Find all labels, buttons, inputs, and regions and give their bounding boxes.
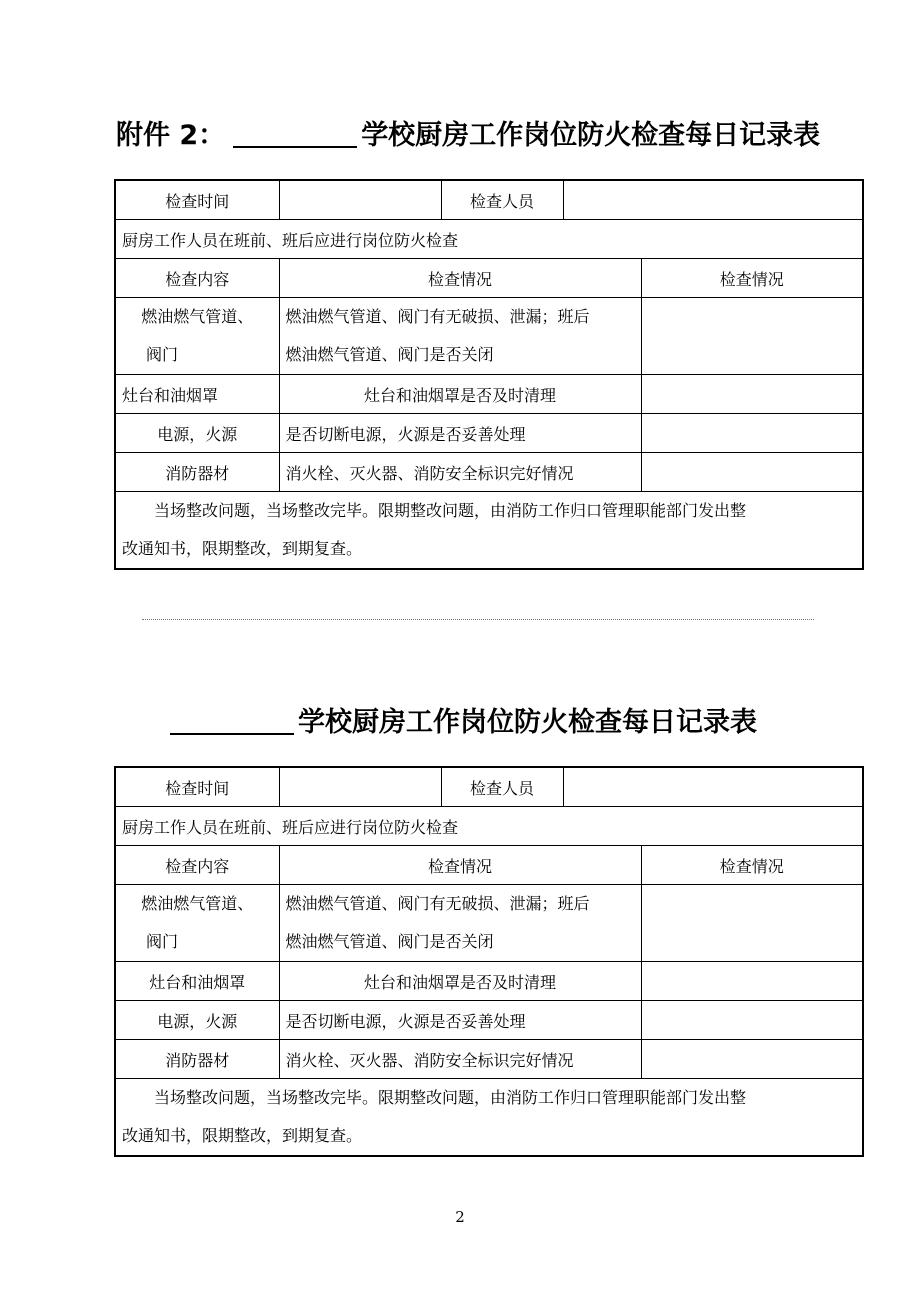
item-stove: 灶台和油烟罩 <box>115 375 279 414</box>
check-time-field[interactable] <box>279 180 441 220</box>
check-time-label: 检查时间 <box>115 767 279 807</box>
desc-stove: 灶台和油烟罩是否及时清理 <box>279 962 641 1001</box>
desc-stove: 灶台和油烟罩是否及时清理 <box>279 375 641 414</box>
result-field[interactable] <box>641 885 863 962</box>
inspection-table-2 <box>114 766 864 1157</box>
desc-fire-equipment: 消火栓、灭火器、消防安全标识完好情况 <box>279 1040 641 1079</box>
item-fire-equipment: 消防器材 <box>115 453 279 492</box>
form1-title <box>116 116 856 156</box>
inspector-field[interactable] <box>563 767 863 807</box>
inspector-label: 检查人员 <box>441 180 563 220</box>
header-result: 检查情况 <box>641 259 863 298</box>
header-content: 检查内容 <box>115 259 279 298</box>
desc-fire-equipment: 消火栓、灭火器、消防安全标识完好情况 <box>279 453 641 492</box>
inspector-field[interactable] <box>563 180 863 220</box>
item-fire-equipment: 消防器材 <box>115 1040 279 1079</box>
school-name-blank[interactable] <box>170 703 294 735</box>
check-time-label: 检查时间 <box>115 180 279 220</box>
title-prefix: 附件 2： <box>116 120 226 151</box>
instruction-text: 厨房工作人员在班前、班后应进行岗位防火检查 <box>115 220 863 259</box>
check-time-field[interactable] <box>279 767 441 807</box>
item-fuel-pipes: 燃油燃气管道、 阀门 <box>115 298 279 375</box>
header-result: 检查情况 <box>641 846 863 885</box>
form2-title <box>170 703 810 743</box>
page-number: 2 <box>455 1208 465 1226</box>
result-field[interactable] <box>641 375 863 414</box>
item-stove: 灶台和油烟罩 <box>115 962 279 1001</box>
result-field[interactable] <box>641 414 863 453</box>
result-field[interactable] <box>641 962 863 1001</box>
header-situation: 检查情况 <box>279 259 641 298</box>
instruction-text: 厨房工作人员在班前、班后应进行岗位防火检查 <box>115 807 863 846</box>
result-field[interactable] <box>641 1001 863 1040</box>
desc-fuel-pipes: 燃油燃气管道、阀门有无破损、泄漏；班后 燃油燃气管道、阀门是否关闭 <box>279 885 641 962</box>
result-field[interactable] <box>641 298 863 375</box>
inspection-table-1 <box>114 179 864 570</box>
desc-power: 是否切断电源，火源是否妥善处理 <box>279 1001 641 1040</box>
item-fuel-pipes: 燃油燃气管道、 阀门 <box>115 885 279 962</box>
item-power: 电源，火源 <box>115 1001 279 1040</box>
desc-power: 是否切断电源，火源是否妥善处理 <box>279 414 641 453</box>
title-text: 学校厨房工作岗位防火检查每日记录表 <box>298 707 757 738</box>
desc-fuel-pipes: 燃油燃气管道、阀门有无破损、泄漏；班后 燃油燃气管道、阀门是否关闭 <box>279 298 641 375</box>
rectification-note: 当场整改问题，当场整改完毕。限期整改问题，由消防工作归口管理职能部门发出整 改通知书，限期整改，到期复查。 <box>115 492 863 570</box>
cut-line <box>142 619 814 620</box>
inspector-label: 检查人员 <box>441 767 563 807</box>
school-name-blank[interactable] <box>233 116 357 148</box>
rectification-note: 当场整改问题，当场整改完毕。限期整改问题，由消防工作归口管理职能部门发出整 改通知书，限期整改，到期复查。 <box>115 1079 863 1157</box>
header-situation: 检查情况 <box>279 846 641 885</box>
header-content: 检查内容 <box>115 846 279 885</box>
title-text: 学校厨房工作岗位防火检查每日记录表 <box>361 120 821 151</box>
result-field[interactable] <box>641 1040 863 1079</box>
result-field[interactable] <box>641 453 863 492</box>
item-power: 电源，火源 <box>115 414 279 453</box>
